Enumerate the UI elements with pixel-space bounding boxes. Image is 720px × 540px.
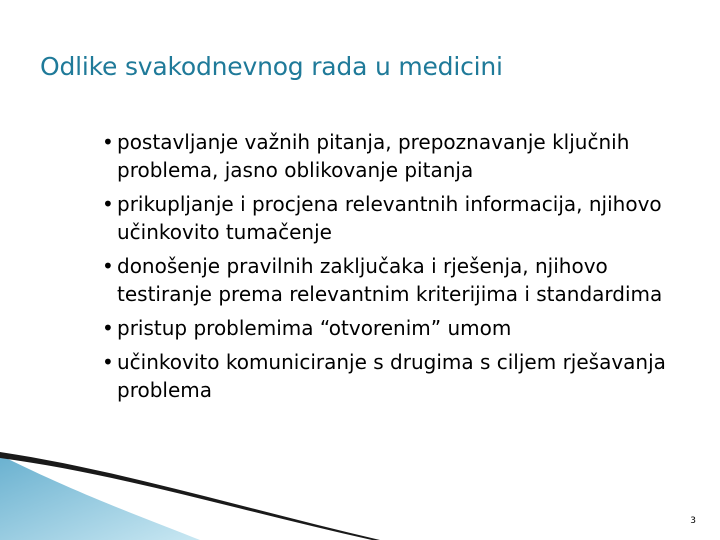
bullet-icon: • [102, 254, 114, 278]
page-number: 3 [690, 516, 696, 526]
bullet-list [102, 128, 702, 410]
bullet-item [102, 314, 702, 342]
bullet-item [102, 190, 702, 246]
bullet-text: pristup problemima “otvorenim” umom [117, 316, 512, 340]
bullet-icon: • [102, 192, 114, 216]
bullet-text: prikupljanje i procjena relevantnih informacija, njihovo učinkovito tumačenje [117, 192, 662, 244]
bullet-item [102, 128, 702, 184]
swoosh-blue-wedge [0, 455, 200, 540]
bullet-icon: • [102, 350, 114, 374]
bullet-icon: • [102, 130, 114, 154]
slide-title: Odlike svakodnevnog rada u medicini [40, 52, 503, 81]
bullet-icon: • [102, 316, 114, 340]
bullet-text: donošenje pravilnih zaključaka i rješenja, njihovo testiranje prema relevantnim kriterijima i standardima [117, 254, 663, 306]
bullet-item [102, 252, 702, 308]
bullet-text: učinkovito komuniciranje s drugima s ciljem rješavanja problema [117, 350, 666, 402]
bullet-item [102, 348, 702, 404]
bullet-text: postavljanje važnih pitanja, prepoznavanje ključnih problema, jasno oblikovanje pitanja [117, 130, 630, 182]
